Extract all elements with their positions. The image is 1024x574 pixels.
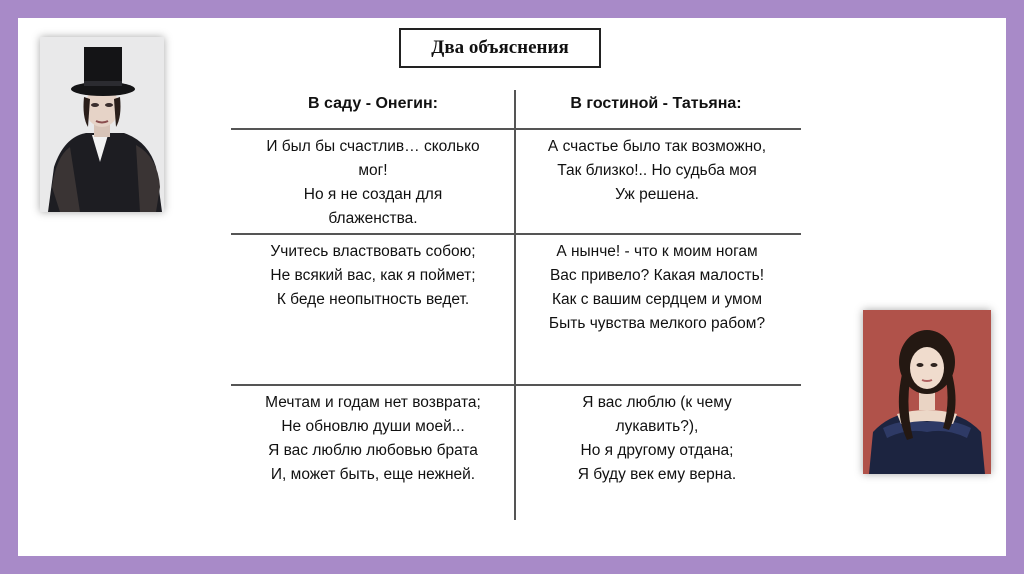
onegin-portrait-image [40, 37, 164, 212]
page-title: Два объяснения [399, 28, 601, 68]
column-header-onegin: В саду - Онегин: [308, 95, 438, 112]
tatiana-stanza-3: Я вас люблю (к чему лукавить?), Но я другому отдана; Я буду век ему верна. [577, 394, 737, 483]
onegin-stanza-1: И был бы счастлив… сколько мог! Но я не создан для блаженства. [266, 138, 480, 227]
tatiana-stanza-1: А счастье было так возможно, Так близко!.. Но судьба моя Уж решена. [547, 138, 767, 203]
row-divider [231, 384, 801, 386]
onegin-stanza-3: Мечтам и годам нет возврата; Не обновлю души моей... Я вас люблю любовью брата И, может быть, еще нежней. [265, 394, 481, 483]
tatiana-stanza-2: А нынче! - что к моим ногам Вас привело? Какая малость! Как с вашим сердцем и умом Быть чувства мелкого рабом? [548, 243, 766, 332]
row-divider [231, 128, 801, 130]
onegin-stanza-2: Учитесь властвовать собою; Не всякий вас, как я поймет; К беде неопытность ведет. [270, 243, 476, 308]
tatiana-portrait-image [863, 310, 991, 474]
row-divider [231, 233, 801, 235]
column-header-tatiana: В гостиной - Татьяна: [570, 95, 742, 112]
